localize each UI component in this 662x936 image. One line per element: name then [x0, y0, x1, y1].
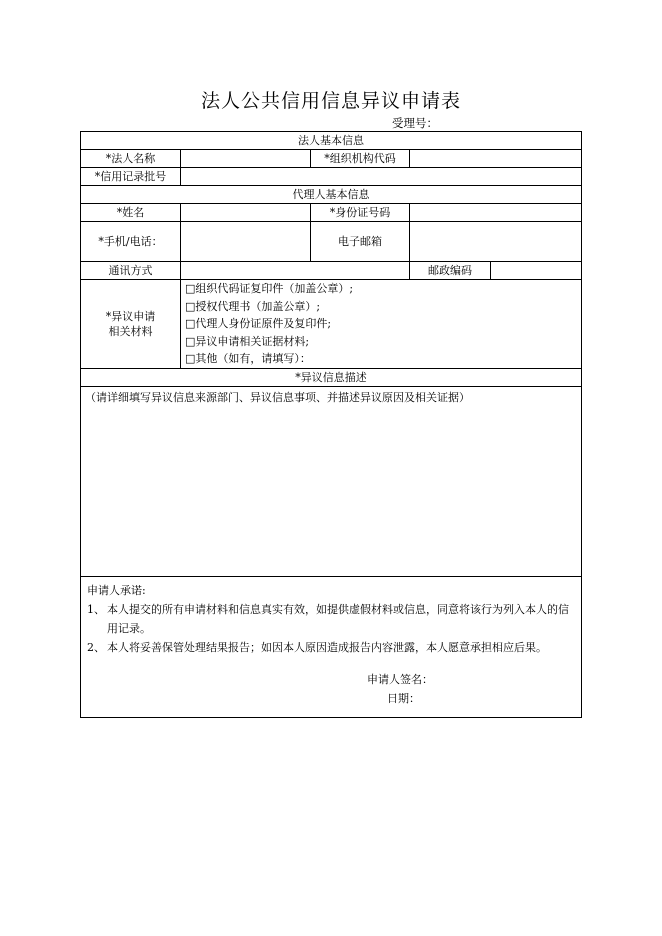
checkbox-authorization-letter[interactable]: □授权代理书（加盖公章）;: [185, 299, 321, 313]
label-name: *姓名: [81, 204, 181, 222]
input-email[interactable]: [410, 222, 582, 262]
label-phone: *手机/电话：: [81, 222, 181, 262]
promise-item-number: 2、: [87, 640, 105, 654]
input-credit-batch[interactable]: [181, 168, 582, 186]
date-label: 日期：: [387, 691, 420, 705]
checkbox-other[interactable]: □其他（如有，请填写）：: [185, 352, 311, 365]
label-org-code: *组织机构代码: [311, 150, 410, 168]
label-dispute-materials-line2: 相关材料: [108, 324, 153, 338]
input-address[interactable]: [181, 262, 410, 280]
label-id-number: *身份证号码: [311, 204, 410, 222]
promise-item: [87, 600, 575, 638]
checkbox-evidence-materials[interactable]: □异议申请相关证据材料;: [185, 334, 310, 348]
label-legal-name: *法人名称: [81, 150, 181, 168]
applicant-promise-block: [81, 576, 582, 717]
section-agent-basic-info: 代理人基本信息: [81, 186, 582, 204]
section-legal-basic-info: 法人基本信息: [81, 132, 582, 150]
label-email: 电子邮箱: [311, 222, 410, 262]
materials-checklist: [181, 280, 582, 369]
promise-heading: 申请人承诺:: [87, 583, 146, 597]
checkbox-agent-id-copy[interactable]: □代理人身份证原件及复印件;: [185, 317, 332, 330]
input-phone[interactable]: [181, 222, 311, 262]
promise-item-text: 本人提交的所有申请材料和信息真实有效，如提供虚假材料或信息，同意将该行为列入本人的信用记录。: [107, 602, 569, 635]
application-form-table: [80, 131, 582, 718]
promise-item-text: 本人将妥善保管处理结果报告；如因本人原因造成报告内容泄露，本人愿意承担相应后果。: [107, 640, 547, 654]
checkbox-org-code-copy[interactable]: □组织代码证复印件（加盖公章）;: [185, 282, 354, 295]
dispute-description-hint: （请详细填写异议信息来源部门、异议信息事项、并描述异议原因及相关证据）: [85, 390, 470, 404]
form-title: 法人公共信用信息异议申请表: [200, 90, 461, 112]
input-postcode[interactable]: [491, 262, 582, 280]
input-legal-name[interactable]: [181, 150, 311, 168]
label-postcode: 邮政编码: [410, 262, 491, 280]
label-dispute-materials: [81, 280, 181, 369]
promise-item: [87, 638, 575, 657]
input-id-number[interactable]: [410, 204, 582, 222]
label-address: 通讯方式: [81, 262, 181, 280]
input-org-code[interactable]: [410, 150, 582, 168]
input-name[interactable]: [181, 204, 311, 222]
dispute-description-area[interactable]: [81, 386, 582, 576]
signature-label: 申请人签名：: [367, 672, 433, 686]
receipt-number-label: 受理号：: [392, 116, 438, 130]
label-credit-batch: *信用记录批号: [81, 168, 181, 186]
promise-item-number: 1、: [87, 602, 105, 616]
label-dispute-materials-line1: *异议申请: [105, 309, 156, 323]
section-dispute-description: *异议信息描述: [81, 368, 582, 386]
